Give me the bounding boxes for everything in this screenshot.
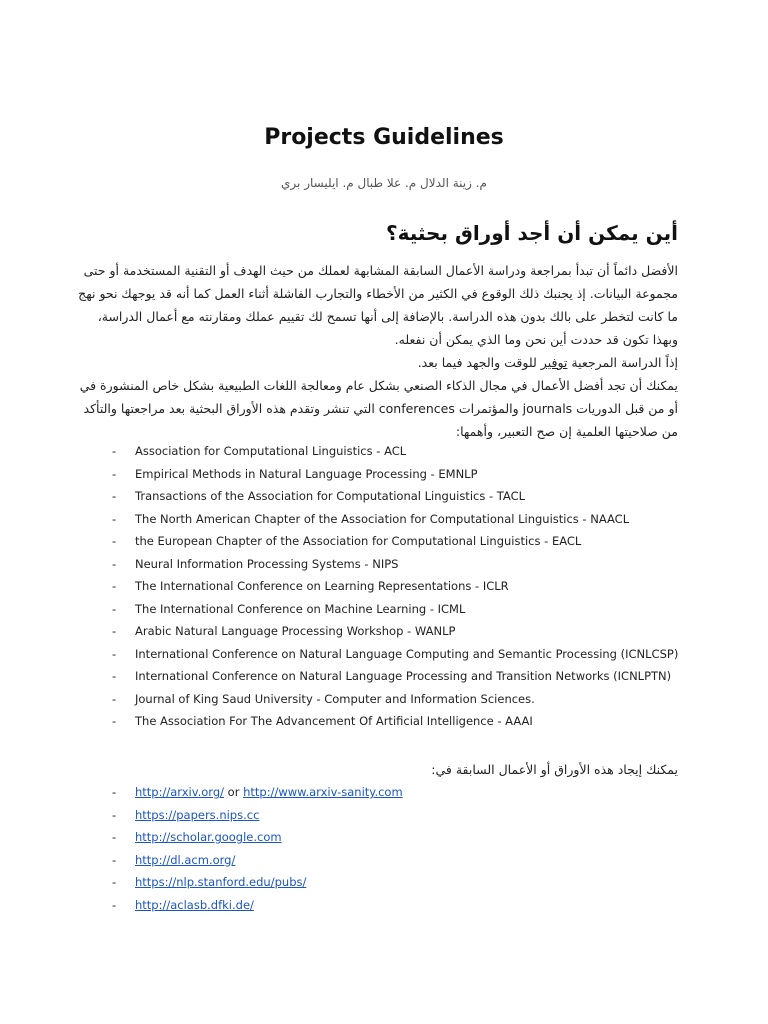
venues-intro: يمكنك أن تجد أفضل الأعمال في مجال الذكاء الصنعي بشكل عام ومعالجة اللغات الطبيعية بشكل خاص المنشورة في أو من قبل الدوريات journals والمؤتمرات conferences التي تنشر وتقدم هذه الأوراق البحثية بعد مراجعتها والتأكد من صلاحيتها العلمية إن صح التعبير، وأهمها: — [79, 378, 678, 439]
arxiv-link[interactable]: http://arxiv.org/ — [135, 785, 225, 799]
list-item: - Neural Information Processing Systems - NIPS — [112, 553, 712, 576]
intro-text: الأفضل دائماً أن تبدأ بمراجعة ودراسة الأعمال السابقة المشابهة لعملك من حيث الهدف أو التقنية المستخدمة أو حتى مجموعة البيانات. إذ يجنبك ذلك الوقوع في الكثير من الأخطاء والتجارب الفاشلة أثناء العمل كما أنه قد يوجهك نحو نهج ما كانت لتخطر على بالك بدون هذه الدراسة. بالإضافة إلى أنها تسمح لك تقييم عملك ومقارنته مع أعمال الدراسة، وبهذا تكون قد حددت أين نحن وما الذي يمكن أن نفعله. — [78, 263, 678, 347]
list-item: - The International Conference on Learning Representations - ICLR — [112, 575, 712, 598]
list-item: - The North American Chapter of the Association for Computational Linguistics - NAACL — [112, 508, 712, 531]
list-item: - Empirical Methods in Natural Language Processing - EMNLP — [112, 463, 712, 486]
list-item — [112, 871, 712, 894]
intro-paragraph — [78, 259, 678, 443]
list-item: - Arabic Natural Language Processing Workshop - WANLP — [112, 620, 712, 643]
links-intro: يمكنك إيجاد هذه الأوراق أو الأعمال السابقة في: — [431, 762, 678, 777]
authors-line: م. زينة الدلال م. علا طبال م. ايليسار بري — [281, 176, 487, 190]
intro-summary-underlined: توفير — [540, 355, 568, 370]
list-item: - the European Chapter of the Association for Computational Linguistics - EACL — [112, 530, 712, 553]
acm-link[interactable]: http://dl.acm.org/ — [135, 852, 236, 867]
links-list — [112, 781, 712, 916]
list-item — [112, 804, 712, 827]
list-item — [112, 781, 712, 804]
intro-summary-start: إذاً الدراسة المرجعية — [567, 355, 678, 370]
page-title: Projects Guidelines — [264, 125, 504, 150]
intro-summary — [78, 351, 678, 374]
aclasb-link[interactable]: http://aclasb.dfki.de/ — [135, 897, 254, 912]
scholar-link[interactable]: http://scholar.google.com — [135, 830, 282, 844]
venues-list — [112, 440, 712, 733]
list-item — [112, 849, 712, 872]
list-item: - Journal of King Saud University - Computer and Information Sciences. — [112, 688, 712, 711]
section-heading: أين يمكن أن أجد أوراق بحثية؟ — [386, 221, 678, 245]
list-item: - The Association For The Advancement Of Artificial Intelligence - AAAI — [112, 710, 712, 733]
link-separator: or — [224, 785, 244, 799]
intro-summary-end: للوقت والجهد فيما بعد. — [417, 355, 541, 370]
nips-link[interactable]: https://papers.nips.cc — [135, 807, 260, 822]
list-item: - Association for Computational Linguistics - ACL — [112, 440, 712, 463]
arxiv-sanity-link[interactable]: http://www.arxiv-sanity.com — [243, 785, 403, 799]
stanford-link[interactable]: https://nlp.stanford.edu/pubs/ — [135, 875, 307, 889]
list-item — [112, 894, 712, 917]
list-item: - The International Conference on Machine Learning - ICML — [112, 598, 712, 621]
list-item — [112, 826, 712, 849]
list-item: - Transactions of the Association for Computational Linguistics - TACL — [112, 485, 712, 508]
list-item: - International Conference on Natural Language Processing and Transition Networks (ICNLPTN) — [112, 665, 712, 688]
list-item: - International Conference on Natural Language Computing and Semantic Processing (ICNLCSP) — [112, 643, 712, 666]
